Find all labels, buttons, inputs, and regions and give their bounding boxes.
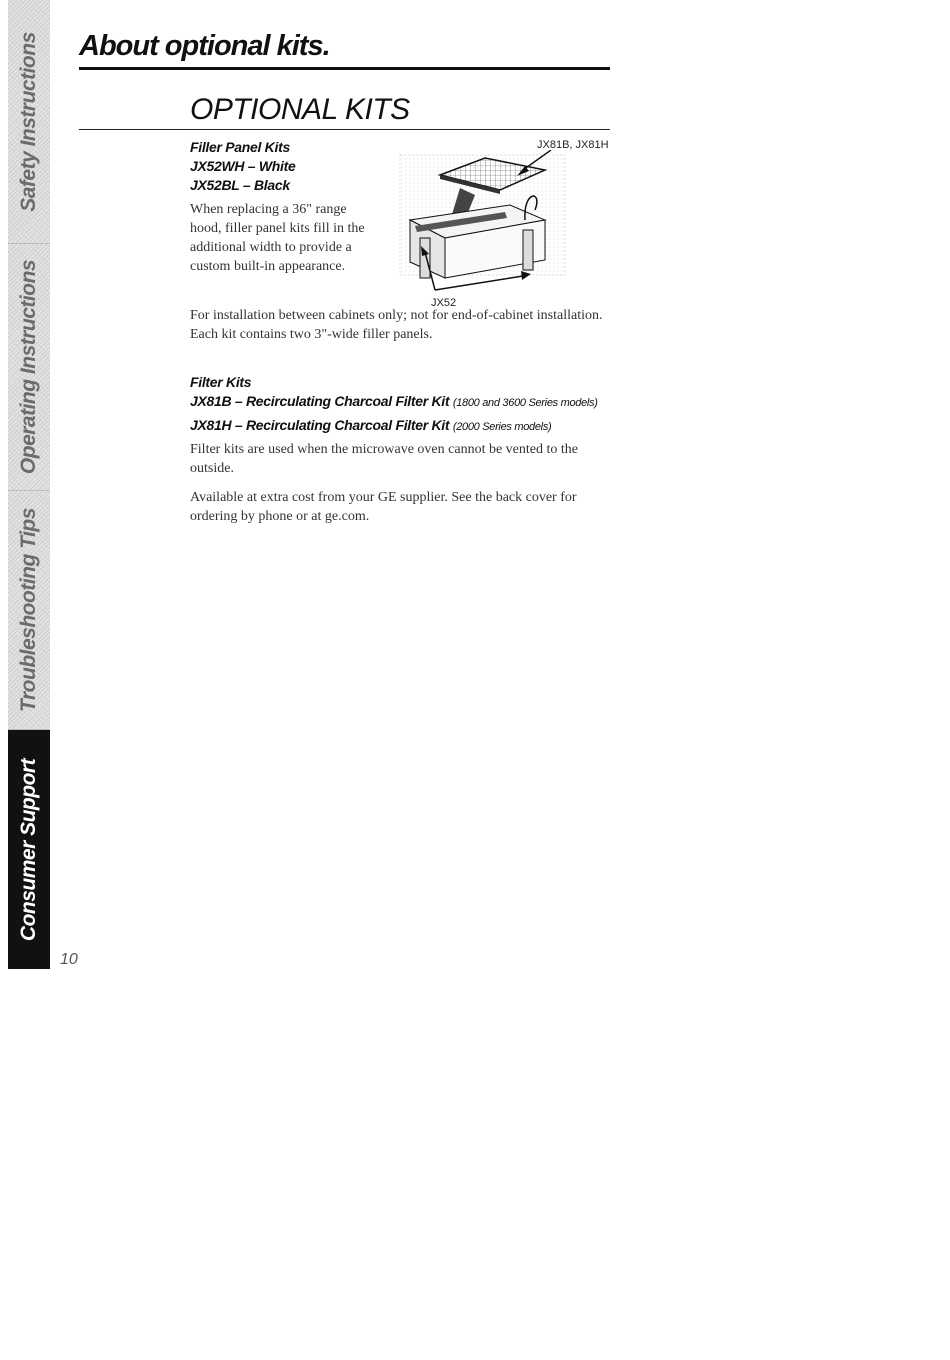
- filter-kit-jx81h: [190, 417, 551, 433]
- kit-models-note: (1800 and 3600 Series models): [452, 397, 598, 409]
- sidebar-tabs: [8, 0, 50, 969]
- tab-label: Safety Instructions: [17, 31, 40, 212]
- tab-operating-instructions[interactable]: [8, 244, 50, 491]
- tab-troubleshooting-tips[interactable]: [8, 491, 50, 730]
- filter-kits-description: Filter kits are used when the microwave oven cannot be vented to the outside.: [190, 442, 578, 476]
- illustration-label-filler: JX52: [431, 297, 457, 309]
- filler-panel-model-black: JX52BL – Black: [190, 177, 290, 193]
- filler-panel-heading: Filler Panel Kits: [190, 139, 290, 155]
- tab-label: Operating Instructions: [17, 259, 40, 475]
- kit-title: JX81H – Recirculating Charcoal Filter Kit: [190, 417, 450, 433]
- illustration-label-filter: JX81B, JX81H: [537, 139, 609, 151]
- page-title: About optional kits.: [79, 30, 330, 62]
- tab-safety-instructions[interactable]: [8, 0, 50, 244]
- kit-title: JX81B – Recirculating Charcoal Filter Kit: [190, 393, 450, 409]
- filler-panel-description: When replacing a 36" range hood, filler panel kits fill in the additional width to provide a custom built-in appearance.: [190, 202, 365, 274]
- tab-label: Consumer Support: [17, 758, 40, 941]
- title-divider: [79, 67, 610, 70]
- section-divider: [79, 129, 610, 130]
- tab-label: Troubleshooting Tips: [17, 508, 40, 712]
- filter-kits-heading: Filter Kits: [190, 374, 252, 390]
- tab-consumer-support[interactable]: [8, 730, 50, 969]
- filter-kit-jx81b: [190, 393, 598, 409]
- kit-models-note: (2000 Series models): [452, 421, 552, 433]
- section-title: OPTIONAL KITS: [190, 93, 410, 126]
- availability-note: Available at extra cost from your GE supplier. See the back cover for ordering by phone or at ge.com.: [190, 490, 577, 524]
- filler-panel-model-white: JX52WH – White: [190, 158, 296, 174]
- page-number: 10: [60, 951, 78, 968]
- installation-note-text: For installation between cabinets only; not for end-of-cabinet installation. Each kit contains two 3"-wide filler panels.: [190, 308, 603, 342]
- filler-panel-installation-note: [190, 306, 610, 344]
- microwave-kit-illustration: [385, 150, 567, 295]
